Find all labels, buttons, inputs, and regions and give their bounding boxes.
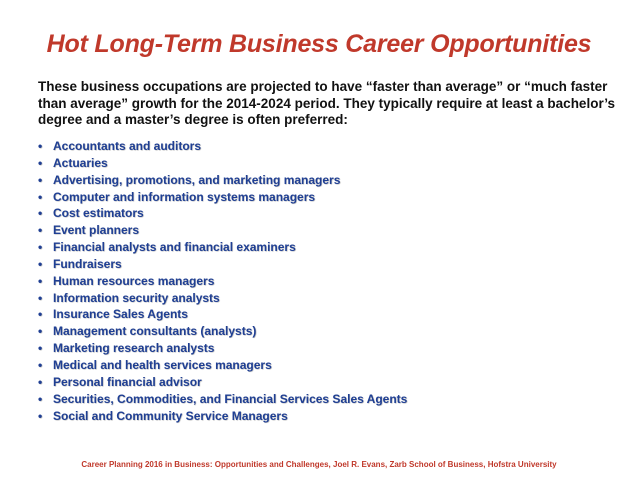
list-item-label: Accountants and auditors bbox=[53, 139, 202, 153]
list-item bbox=[38, 374, 407, 391]
list-item-label: Medical and health services managers bbox=[53, 357, 272, 372]
list-item bbox=[38, 155, 407, 172]
bullet-icon: • bbox=[38, 357, 43, 372]
list-item-label: Securities, Commodities, and Financial Services Sales Agents bbox=[53, 391, 408, 406]
bullet-icon: • bbox=[38, 341, 43, 356]
list-item-label: Information security analysts bbox=[53, 290, 220, 305]
list-item-label: Fundraisers bbox=[53, 256, 122, 271]
list-item bbox=[38, 172, 407, 189]
bullet-icon: • bbox=[38, 240, 43, 255]
bullet-icon: • bbox=[38, 155, 43, 170]
list-item bbox=[38, 222, 407, 239]
bullet-icon: • bbox=[38, 324, 43, 339]
list-item bbox=[38, 391, 407, 408]
intro-paragraph: These business occupations are projected to have “faster than average” or “much faster than average” growth for the 2014-2024 period. They typically require at least a bachelor’s degree and a master’s degree is often preferred: bbox=[38, 79, 615, 127]
bullet-icon: • bbox=[38, 206, 43, 221]
slide-title: Hot Long-Term Business Career Opportunities bbox=[46, 30, 592, 58]
list-item bbox=[38, 290, 407, 307]
list-item-label: Financial analysts and financial examiners bbox=[53, 240, 296, 255]
list-item bbox=[38, 205, 407, 222]
footer-citation: Career Planning 2016 in Business: Opportunities and Challenges, Joel R. Evans, Zarb School of Business, Hofstra University bbox=[81, 460, 557, 469]
list-item-label: Computer and information systems managers bbox=[53, 189, 316, 204]
bullet-icon: • bbox=[38, 172, 43, 187]
bullet-icon: • bbox=[38, 408, 43, 423]
bullet-icon: • bbox=[38, 290, 43, 305]
bullet-icon: • bbox=[38, 307, 43, 322]
list-item-label: Event planners bbox=[53, 223, 140, 238]
bullet-icon: • bbox=[38, 139, 43, 153]
list-item-label: Personal financial advisor bbox=[53, 374, 202, 389]
list-item bbox=[38, 340, 407, 357]
list-item-label: Advertising, promotions, and marketing managers bbox=[53, 172, 341, 187]
list-item-label: Marketing research analysts bbox=[53, 341, 215, 356]
bullet-icon: • bbox=[38, 256, 43, 271]
bullet-icon: • bbox=[38, 391, 43, 406]
bullet-icon: • bbox=[38, 223, 43, 238]
occupation-list bbox=[38, 138, 407, 424]
list-item bbox=[38, 323, 407, 340]
list-item-label: Human resources managers bbox=[53, 273, 215, 288]
list-item-label: Social and Community Service Managers bbox=[53, 408, 288, 423]
bullet-icon: • bbox=[38, 189, 43, 204]
list-item bbox=[38, 306, 407, 323]
bullet-icon: • bbox=[38, 374, 43, 389]
list-item bbox=[38, 273, 407, 290]
list-item bbox=[38, 256, 407, 273]
list-item-label: Insurance Sales Agents bbox=[53, 307, 188, 322]
list-item-label: Actuaries bbox=[53, 155, 108, 170]
list-item bbox=[38, 189, 407, 206]
list-item bbox=[38, 239, 407, 256]
bullet-icon: • bbox=[38, 273, 43, 288]
list-item-label: Cost estimators bbox=[53, 206, 144, 221]
list-item bbox=[38, 357, 407, 374]
list-item-label: Management consultants (analysts) bbox=[53, 324, 257, 339]
list-item bbox=[38, 408, 407, 425]
list-item bbox=[38, 138, 407, 155]
